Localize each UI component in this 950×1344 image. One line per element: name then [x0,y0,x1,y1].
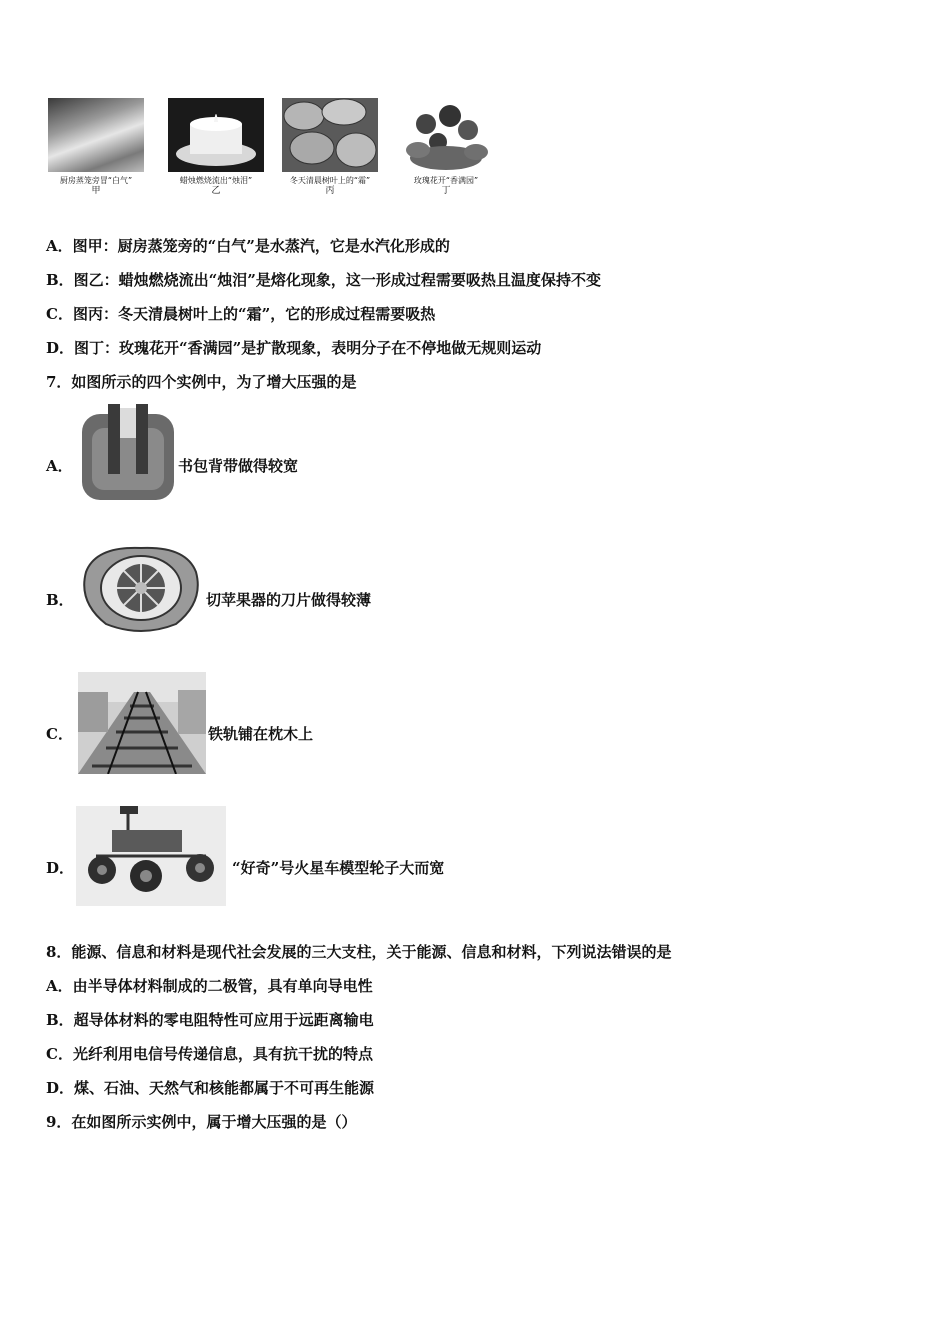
figure-tag: 丁 [441,186,451,196]
q6-option-b: B．图乙：蜡烛燃烧流出“烛泪”是熔化现象，这一形成过程需要吸热且温度保持不变 [46,271,601,289]
q6-figure-row [48,98,508,208]
backpack-photo [78,404,178,502]
q7-stem: 7．如图所示的四个实例中，为了增大压强的是 [46,373,357,391]
q8-option-a: A．由半导体材料制成的二极管，具有单向导电性 [46,977,373,995]
figure-tag: 乙 [211,186,221,196]
figure-jia [48,98,144,197]
q8-option-b: B．超导体材料的零电阻特性可应用于远距离输电 [46,1011,374,1029]
q7-option-d-label: D． [46,859,75,877]
figure-caption: 玫瑰花开“香满园” [413,176,479,185]
railway-photo [78,672,206,774]
candle-photo [168,98,264,172]
figure-tag: 丙 [325,186,335,196]
q7-option-d-text: “好奇”号火星车模型轮子大而宽 [232,859,445,877]
figure-ding [398,98,494,197]
frost-leaves-photo [282,98,378,172]
q7-option-a-text: 书包背带做得较宽 [178,457,299,475]
q6-option-a: A．图甲：厨房蒸笼旁的“白气”是水蒸汽，它是水汽化形成的 [46,237,450,255]
figure-caption: 厨房蒸笼旁冒“白气” [59,176,133,185]
mars-rover-photo [76,806,226,906]
apple-slicer-photo [76,542,206,634]
q7-option-c-text: 铁轨铺在枕木上 [208,725,314,743]
q8-stem: 8．能源、信息和材料是现代社会发展的三大支柱，关于能源、信息和材料，下列说法错误的是 [46,943,672,961]
figure-bing [282,98,378,197]
q6-option-c: C．图丙：冬天清晨树叶上的“霜”，它的形成过程需要吸热 [46,305,436,323]
q8-option-c: C．光纤利用电信号传递信息，具有抗干扰的特点 [46,1045,373,1063]
q6-option-d: D．图丁：玫瑰花开“香满园”是扩散现象，表明分子在不停地做无规则运动 [46,339,542,357]
q7-option-a-label: A． [46,457,73,475]
figure-tag: 甲 [91,186,101,196]
figure-caption: 冬天清晨树叶上的“霜” [289,176,371,185]
q9-stem: 9．在如图所示实例中，属于增大压强的是（） [46,1113,357,1131]
q7-option-b-label: B． [46,591,74,609]
q7-option-b-text: 切苹果器的刀片做得较薄 [206,591,372,609]
q8-option-d: D．煤、石油、天然气和核能都属于不可再生能源 [46,1079,375,1097]
steamer-photo [48,98,144,172]
q7-option-c-label: C． [46,725,73,743]
figure-yi [168,98,264,197]
rose-photo [398,98,494,172]
figure-caption: 蜡烛燃烧流出“烛泪” [179,176,253,185]
